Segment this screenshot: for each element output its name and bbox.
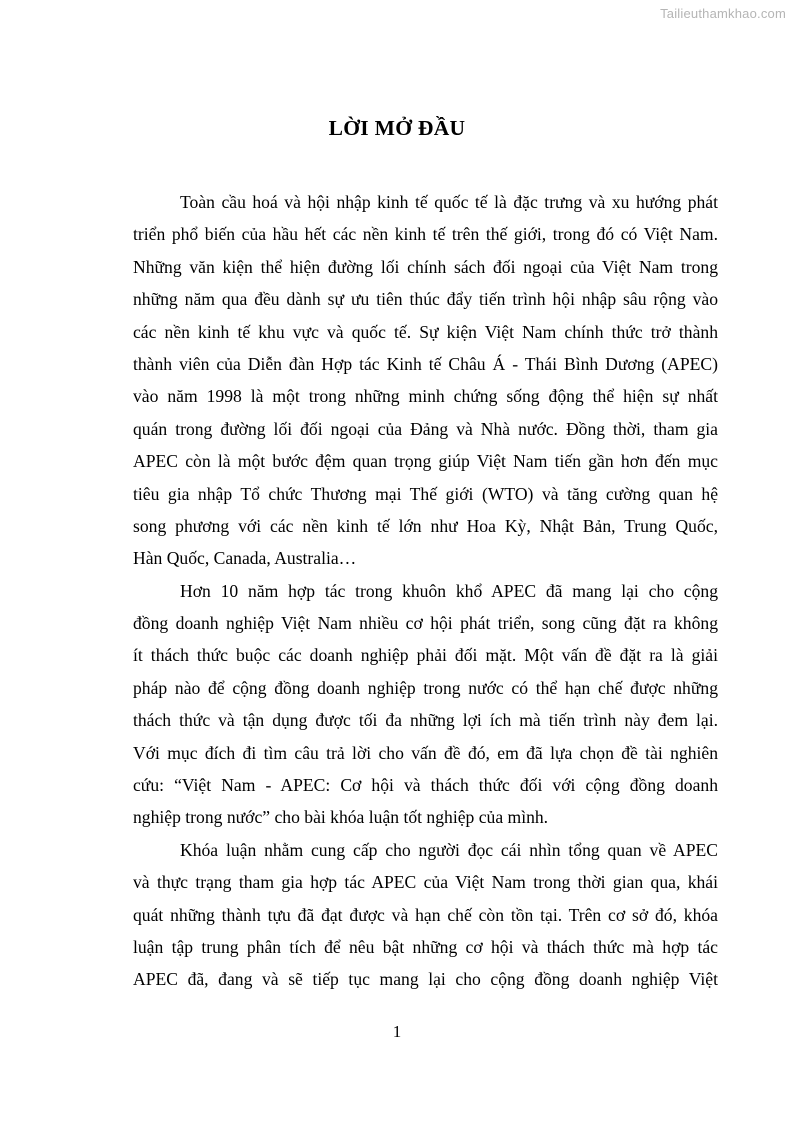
text-line: vào năm 1998 là một trong những minh chứng sống động thể hiện sự nhất [133, 386, 718, 407]
text-line: thành viên của Diễn đàn Hợp tác Kinh tế Châu Á - Thái Bình Dương (APEC) [133, 353, 718, 374]
text-line: ít thách thức buộc các doanh nghiệp phải đối mặt. Một vấn đề đặt ra là giải [133, 645, 718, 666]
text-line: Hơn 10 năm hợp tác trong khuôn khổ APEC đã mang lại cho cộng [180, 580, 718, 601]
text-line: Toàn cầu hoá và hội nhập kinh tế quốc tế là đặc trưng và xu hướng phát [180, 192, 718, 212]
text-line: quán trong đường lối đối ngoại của Đảng và Nhà nước. Đồng thời, tham gia [133, 418, 718, 439]
paragraph-3 [133, 834, 718, 996]
text-line: nghiệp trong nước” cho bài khóa luận tốt nghiệp của mình. [133, 807, 549, 828]
text-line: những năm qua đều dành sự ưu tiên thúc đẩy tiến trình hội nhập sâu rộng vào [133, 289, 718, 310]
watermark-text: Tailieuthamkhao.com [660, 6, 786, 21]
text-line: Với mục đích đi tìm câu trả lời cho vấn đề đó, em đã lựa chọn đề tài nghiên [133, 742, 718, 763]
text-line: đồng doanh nghiệp Việt Nam nhiều cơ hội phát triển, song cũng đặt ra không [133, 613, 718, 634]
document-body [133, 186, 718, 996]
paragraph-2 [133, 575, 718, 834]
text-line: tiêu gia nhập Tổ chức Thương mại Thế giới (WTO) và tăng cường quan hệ [133, 483, 718, 504]
text-line: Khóa luận nhằm cung cấp cho người đọc cái nhìn tổng quan về APEC [180, 839, 718, 860]
text-line: APEC đã, đang và sẽ tiếp tục mang lại cho cộng đồng doanh nghiệp Việt [133, 969, 718, 990]
text-line: Hàn Quốc, Canada, Australia… [133, 548, 357, 569]
page-title: LỜI MỞ ĐẦU [328, 116, 466, 140]
text-line: pháp nào để cộng đồng doanh nghiệp trong nước có thể hạn chế được những [133, 677, 718, 698]
text-line: thách thức và tận dụng được tối đa những lợi ích mà tiến trình này đem lại. [133, 710, 718, 731]
text-line: và thực trạng tham gia hợp tác APEC của Việt Nam trong thời gian qua, khái [133, 872, 718, 893]
page-number: 1 [392, 1022, 402, 1041]
text-line: cứu: “Việt Nam - APEC: Cơ hội và thách thức đối với cộng đồng doanh [133, 775, 718, 796]
text-line: Những văn kiện thể hiện đường lối chính sách đối ngoại của Việt Nam trong [133, 256, 718, 277]
text-line: triển phổ biến của hầu hết các nền kinh tế trên thế giới, trong đó có Việt Nam. [133, 224, 718, 245]
text-line: APEC còn là một bước đệm quan trọng giúp Việt Nam tiến gần hơn đến mục [133, 451, 718, 472]
text-line: các nền kinh tế khu vực và quốc tế. Sự kiện Việt Nam chính thức trở thành [133, 321, 718, 342]
text-line: luận tập trung phân tích để nêu bật những cơ hội và thách thức mà hợp tác [133, 936, 718, 957]
text-line: quát những thành tựu đã đạt được và hạn chế còn tồn tại. Trên cơ sở đó, khóa [133, 904, 718, 925]
text-line: song phương với các nền kinh tế lớn như Hoa Kỳ, Nhật Bản, Trung Quốc, [133, 515, 718, 536]
paragraph-1 [133, 186, 718, 575]
